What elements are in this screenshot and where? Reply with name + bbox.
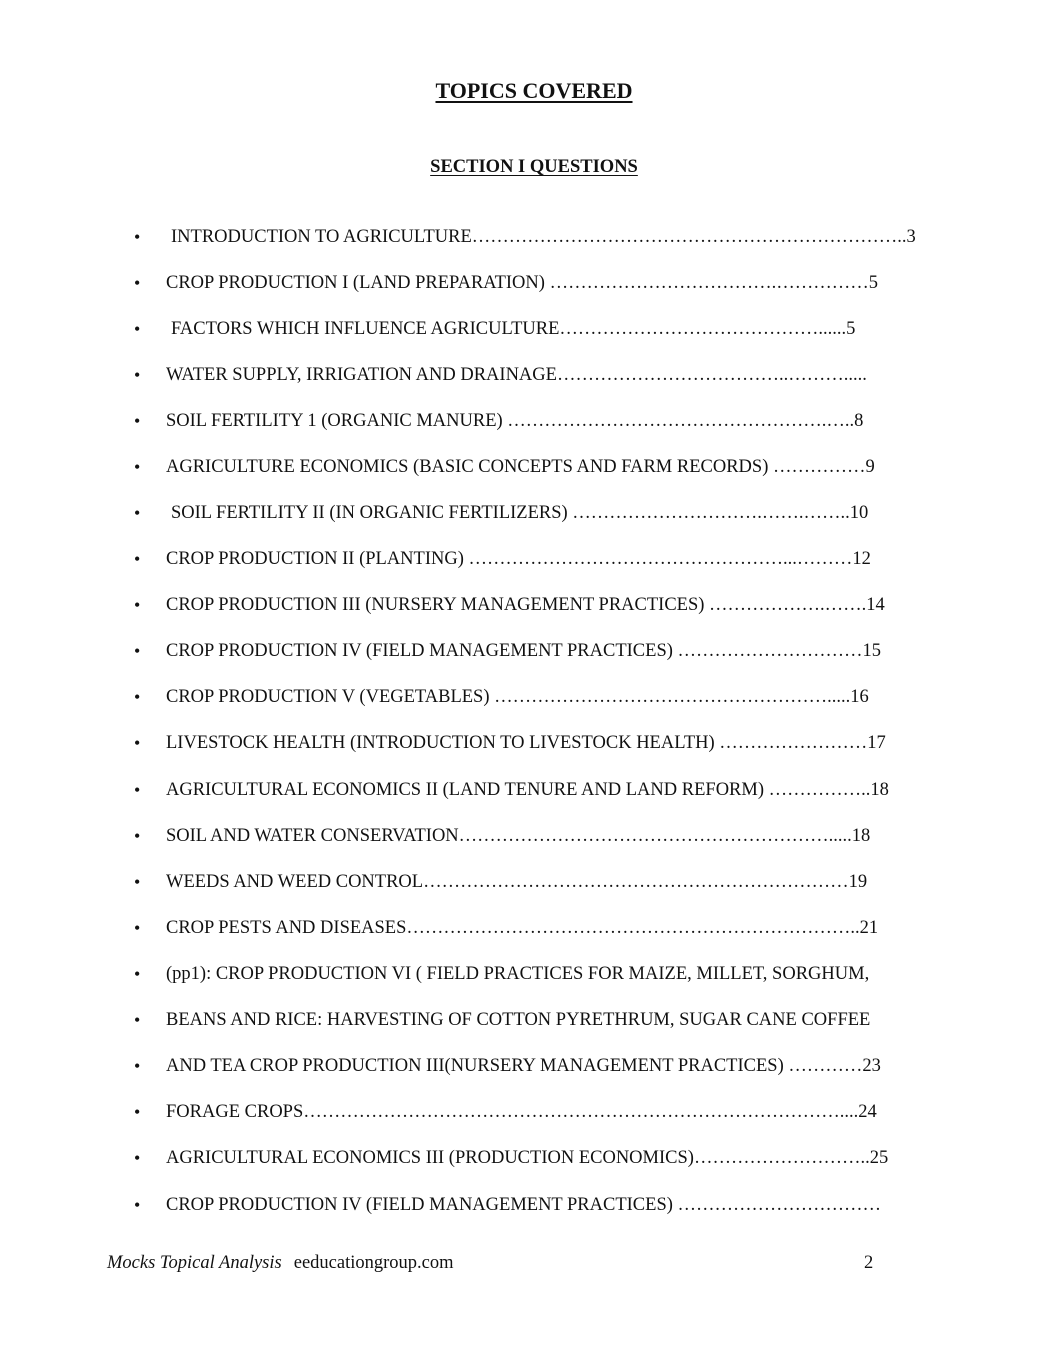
- bullet-icon: •: [134, 1010, 141, 1030]
- topic-item: [0, 316, 1046, 342]
- topic-item: [0, 592, 1046, 618]
- bullet-icon: •: [134, 964, 141, 984]
- topic-text: CROP PRODUCTION IV (FIELD MANAGEMENT PRACTICES) ……………………………: [166, 1195, 882, 1215]
- footer-document-name: Mocks Topical Analysis: [107, 1253, 282, 1273]
- topic-text: SOIL FERTILITY II (IN ORGANIC FERTILIZERS) ………………………….…….……..10: [171, 503, 869, 523]
- bullet-icon: •: [134, 365, 141, 385]
- topic-item: [0, 270, 1046, 296]
- bullet-icon: •: [134, 319, 141, 339]
- topic-item: [0, 408, 1046, 434]
- bullet-icon: •: [134, 780, 141, 800]
- bullet-icon: •: [134, 641, 141, 661]
- topic-text: AND TEA CROP PRODUCTION III(NURSERY MANAGEMENT PRACTICES) …………23: [166, 1056, 881, 1076]
- bullet-icon: •: [134, 733, 141, 753]
- topic-item: [0, 224, 1046, 250]
- topic-text: CROP PESTS AND DISEASES………………………………………………………………..21: [166, 918, 879, 938]
- bullet-icon: •: [134, 872, 141, 892]
- bullet-icon: •: [134, 687, 141, 707]
- topic-item: [0, 777, 1046, 803]
- topic-text: SOIL FERTILITY 1 (ORGANIC MANURE) …………………………………………….…..8: [166, 411, 864, 431]
- page-title: TOPICS COVERED: [435, 78, 633, 103]
- topic-item: [0, 823, 1046, 849]
- topic-item: [0, 454, 1046, 480]
- topic-item: [0, 1053, 1046, 1079]
- topic-text: SOIL AND WATER CONSERVATION…………………………………………………….....18: [166, 826, 871, 846]
- topic-text: AGRICULTURAL ECONOMICS III (PRODUCTION ECONOMICS)………………………..25: [166, 1148, 889, 1168]
- topic-text: (pp1): CROP PRODUCTION VI ( FIELD PRACTICES FOR MAIZE, MILLET, SORGHUM,: [166, 964, 870, 984]
- topic-text: CROP PRODUCTION I (LAND PREPARATION) ……………………………….……………5: [166, 273, 878, 293]
- topic-text: FORAGE CROPS……………………………………………………………………………....24: [166, 1102, 877, 1122]
- bullet-icon: •: [134, 411, 141, 431]
- topic-text: LIVESTOCK HEALTH (INTRODUCTION TO LIVESTOCK HEALTH) ……………………17: [166, 733, 886, 753]
- topic-item: [0, 546, 1046, 572]
- bullet-icon: •: [134, 457, 141, 477]
- topic-item: [0, 869, 1046, 895]
- topic-item: [0, 500, 1046, 526]
- bullet-icon: •: [134, 273, 141, 293]
- topic-item: [0, 1007, 1046, 1033]
- bullet-icon: •: [134, 1195, 141, 1215]
- topic-item: [0, 362, 1046, 388]
- page-number: 2: [864, 1253, 874, 1273]
- section-title: SECTION I QUESTIONS: [430, 157, 638, 177]
- topic-text: AGRICULTURAL ECONOMICS II (LAND TENURE AND LAND REFORM) ……………..18: [166, 780, 889, 800]
- topic-text: FACTORS WHICH INFLUENCE AGRICULTURE……………………………………......5: [171, 319, 856, 339]
- bullet-icon: •: [134, 227, 141, 247]
- topic-item: [0, 638, 1046, 664]
- topic-text: AGRICULTURE ECONOMICS (BASIC CONCEPTS AND FARM RECORDS) ……………9: [166, 457, 875, 477]
- topic-item: [0, 684, 1046, 710]
- topic-text: INTRODUCTION TO AGRICULTURE……………………………………………………………..3: [171, 227, 916, 247]
- bullet-icon: •: [134, 1148, 141, 1168]
- topic-text: BEANS AND RICE: HARVESTING OF COTTON PYRETHRUM, SUGAR CANE COFFEE: [166, 1010, 871, 1030]
- bullet-icon: •: [134, 503, 141, 523]
- topic-item: [0, 1192, 1046, 1218]
- topic-item: [0, 1099, 1046, 1125]
- page-footer: [107, 1253, 454, 1274]
- bullet-icon: •: [134, 1056, 141, 1076]
- topic-item: [0, 730, 1046, 756]
- topic-item: [0, 961, 1046, 987]
- bullet-icon: •: [134, 918, 141, 938]
- footer-website: eeducationgroup.com: [293, 1253, 454, 1273]
- bullet-icon: •: [134, 1102, 141, 1122]
- bullet-icon: •: [134, 595, 141, 615]
- bullet-icon: •: [134, 826, 141, 846]
- topic-item: [0, 915, 1046, 941]
- topic-text: CROP PRODUCTION III (NURSERY MANAGEMENT PRACTICES) ……………….…….14: [166, 595, 885, 615]
- topic-item: [0, 1145, 1046, 1171]
- topic-text: CROP PRODUCTION IV (FIELD MANAGEMENT PRACTICES) …………………………15: [166, 641, 882, 661]
- topic-text: CROP PRODUCTION V (VEGETABLES) ……………………………………………….....16: [166, 687, 869, 707]
- topic-text: WATER SUPPLY, IRRIGATION AND DRAINAGE………………………………..……….....: [166, 365, 867, 385]
- topic-text: WEEDS AND WEED CONTROL……………………………………………………………19: [166, 872, 868, 892]
- bullet-icon: •: [134, 549, 141, 569]
- topic-text: CROP PRODUCTION II (PLANTING) ……………………………………………...………12: [166, 549, 871, 569]
